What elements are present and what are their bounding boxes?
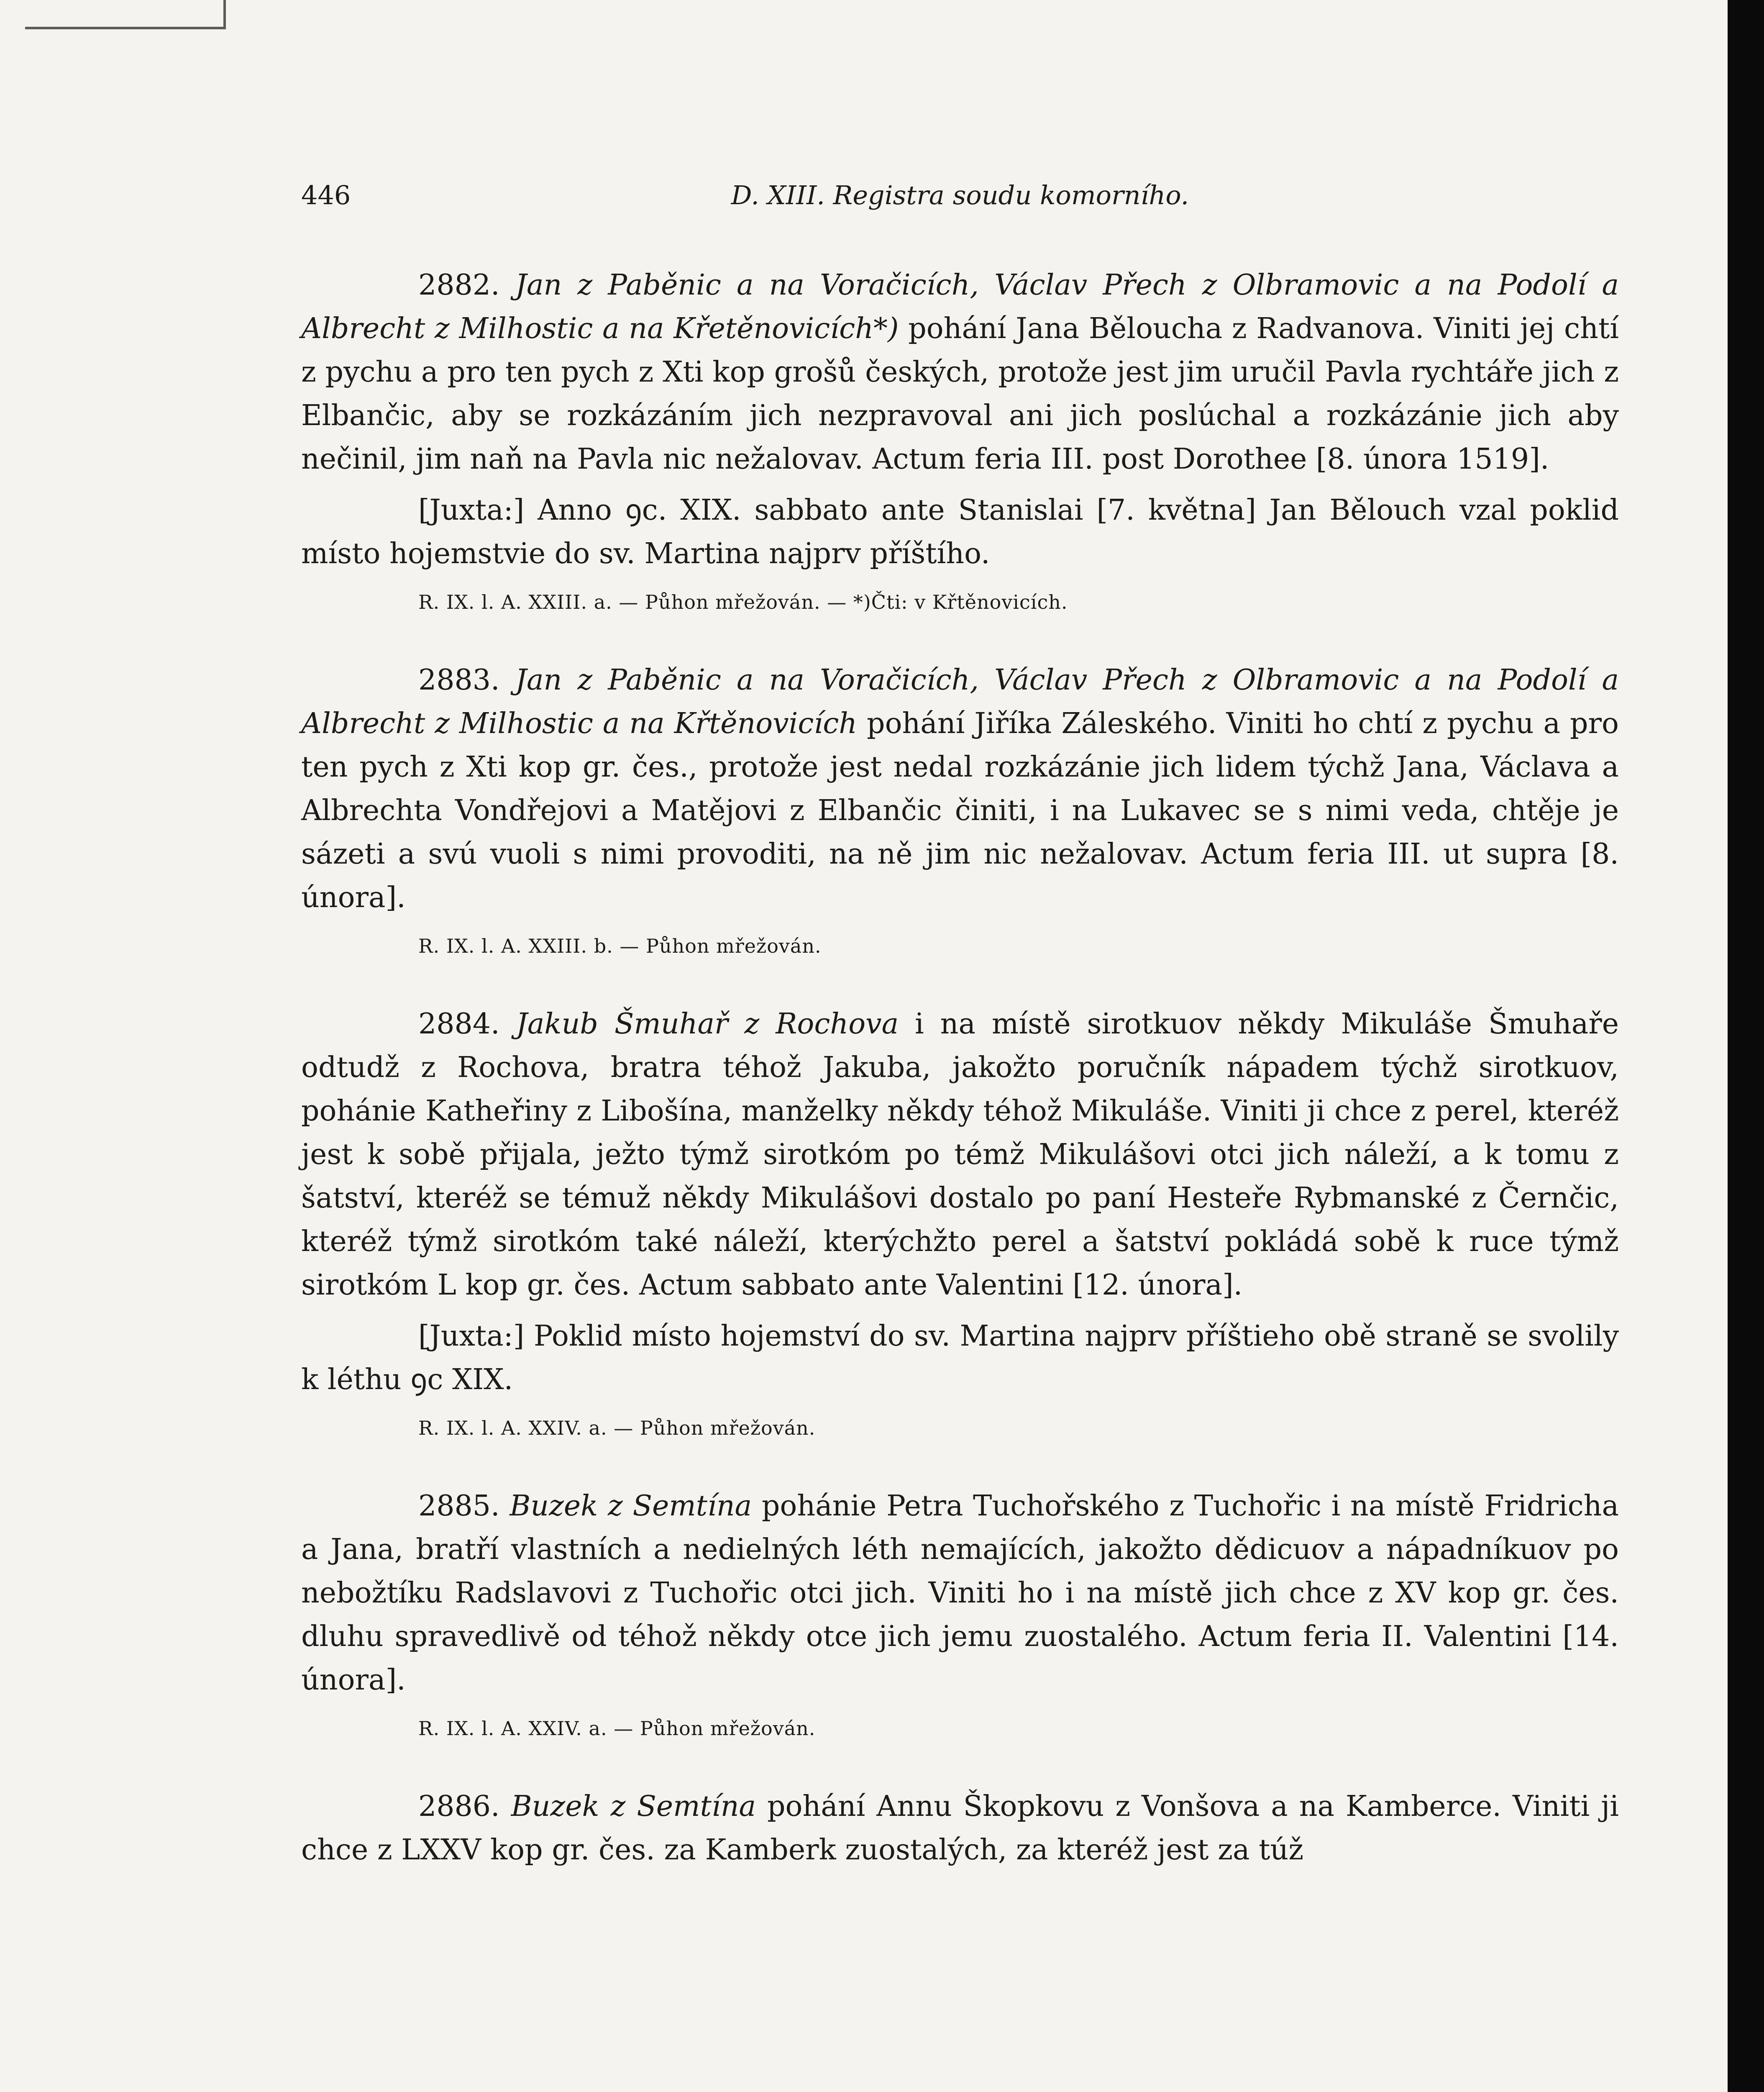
entry-parties: Buzek z Semtína	[511, 1790, 756, 1823]
entry-parties: Buzek z Semtína	[509, 1490, 752, 1523]
entry-number: 2884.	[418, 1008, 500, 1041]
entry-juxta-note: [Juxta:] Anno ꝯc. XIX. sabbato ante Stanislai [7. května] Jan Bělouch vzal poklid místo hojemstvie do sv. Martina najprv příštího.	[301, 494, 1619, 570]
page-number: 446	[301, 180, 351, 210]
entry-paragraph	[301, 1002, 1619, 1307]
entry-parties: Jan z Paběnic a na Voračicích, Václav Přech z Olbramovic a na Podolí a Albrecht z Milhostic a na Křetěnovicích*)	[301, 269, 1619, 345]
entry-paragraph	[301, 264, 1619, 481]
entry-number: 2883.	[418, 664, 500, 697]
scan-border-right	[1728, 0, 1764, 2092]
entry-paragraph	[301, 1785, 1619, 1872]
entry-reference: R. IX. l. A. XXIV. a. — Půhon mřežován.	[418, 1417, 816, 1439]
entry-parties: Jan z Paběnic a na Voračicích, Václav Přech z Olbramovic a na Podolí a Albrecht z Milhostic a na Křtěnovicích	[301, 664, 1619, 740]
entry-paragraph	[301, 1484, 1619, 1702]
running-head: D. XIII. Registra soudu komorního.	[731, 180, 1189, 210]
entry-2884	[301, 1002, 1619, 1443]
entry-number: 2882.	[418, 269, 500, 302]
page-header	[301, 180, 1619, 226]
entry-body: pohání Jiříka Záleského. Viniti ho chtí z pychu a pro ten pych z Xti kop gr. čes., protože jest nedal rozkázánie jich lidem týchž Jana, Václava a Albrechta Vondřejovi a Matějovi z Elbančic činiti, i na Lukavec se s nimi veda, chtěje je sázeti a svú vuoli s nimi provoditi, na ně jim nic nežalovav. Actum feria III. ut supra [8. února].	[301, 707, 1619, 914]
entry-body: pohání Annu Škopkovu z Vonšova a na Kamberce. Viniti ji chce z LXXV kop gr. čes. za Kamberk zuostalých, za kteréž jest za túž	[301, 1790, 1619, 1866]
entry-reference: R. IX. l. A. XXIII. b. — Půhon mřežován.	[418, 935, 822, 957]
entry-body: i na místě sirotkuov někdy Mikuláše Šmuhaře odtudž z Rochova, bratra téhož Jakuba, jakožto poručník nápadem týchž sirotkuov, pohánie Katheřiny z Libošína, manželky někdy téhož Mikuláše. Viniti ji chce z perel, kteréž jest k sobě přijala, ježto týmž sirotkóm po témž Mikulášovi otci jich náleží, a k tomu z šatství, kteréž se témuž někdy Mikulášovi dostalo po paní Hesteře Rybmanské z Černčic, kteréž týmž sirotkóm také náleží, kterýchžto perel a šatství pokládá sobě k ruce týmž sirotkóm L kop gr. čes. Actum sabbato ante Valentini [12. února].	[301, 1008, 1619, 1302]
entry-reference: R. IX. l. A. XXIII. a. — Půhon mřežován. — *)Čti: v Křtěnovicích.	[418, 591, 1068, 613]
entry-number: 2886.	[418, 1790, 500, 1823]
entry-2882	[301, 264, 1619, 617]
scan-corner-mark	[25, 0, 226, 29]
entry-2886	[301, 1785, 1619, 1872]
entry-2883	[301, 659, 1619, 961]
entry-reference: R. IX. l. A. XXIV. a. — Půhon mřežován.	[418, 1717, 816, 1740]
entry-juxta-note: [Juxta:] Poklid místo hojemství do sv. Martina najprv příštieho obě straně se svolily k léthu ꝯc XIX.	[301, 1320, 1619, 1396]
entry-parties: Jakub Šmuhař z Rochova	[516, 1008, 899, 1041]
entry-paragraph	[301, 659, 1619, 920]
entry-2885	[301, 1484, 1619, 1743]
text-block	[301, 180, 1619, 1914]
entry-body: pohánie Petra Tuchořského z Tuchořic i na místě Fridricha a Jana, bratří vlastních a nedielných léth nemajících, jakožto dědicuov a nápadníkuov po nebožtíku Radslavovi z Tuchořic otci jich. Viniti ho i na místě jich chce z XV kop gr. čes. dluhu spravedlivě od téhož někdy otce jich jemu zuostalého. Actum feria II. Valentini [14. února].	[301, 1490, 1619, 1697]
entry-body: pohání Jana Běloucha z Radvanova. Viniti jej chtí z pychu a pro ten pych z Xti kop grošů českých, protože jest jim uručil Pavla rychtáře jich z Elbančic, aby se rozkázáním jich nezpravoval ani jich poslúchal a rozkázánie jich aby nečinil, jim naň na Pavla nic nežalovav. Actum feria III. post Dorothee [8. února 1519].	[301, 312, 1619, 476]
entry-number: 2885.	[418, 1490, 500, 1523]
